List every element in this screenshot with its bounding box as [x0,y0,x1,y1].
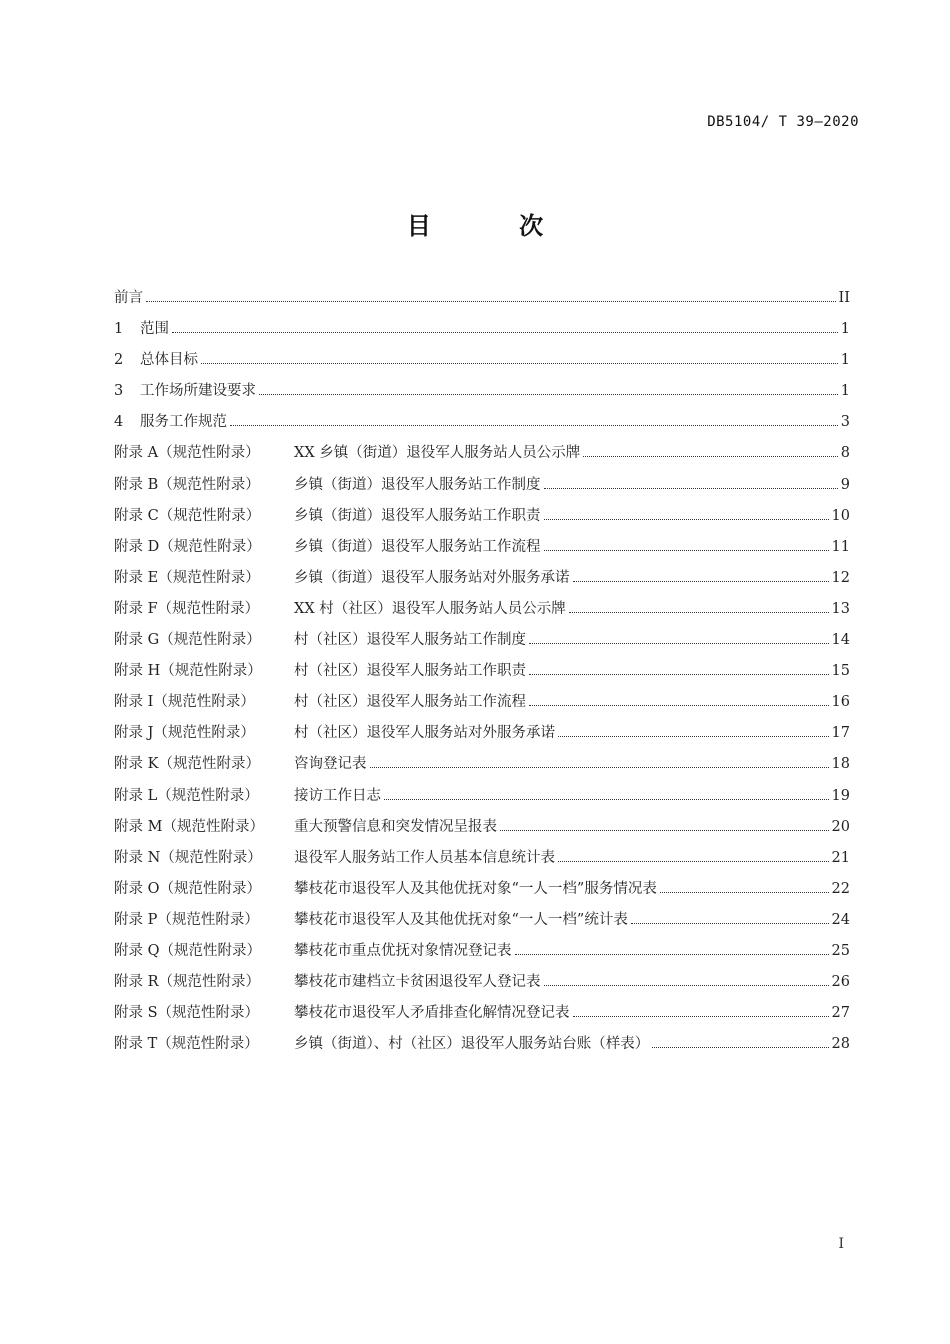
toc-annex-page: 9 [840,476,850,493]
toc-leader-dots [529,643,829,644]
toc-entry-text: 服务工作规范 [140,414,227,431]
toc-annex-page: 12 [831,569,850,586]
toc-annex-title: 村（社区）退役军人服务站工作制度 [294,632,526,649]
toc-annex-label [114,626,526,654]
toc-annex-label [114,1030,649,1058]
toc-leader-dots [558,736,829,737]
toc-annex-page: 28 [831,1036,850,1053]
toc-leader-dots [201,363,838,364]
toc-annex-entry[interactable] [114,502,850,533]
toc-annex-page: 15 [831,663,850,680]
toc-entry-text: 总体目标 [140,352,198,369]
table-of-contents [114,284,850,1061]
toc-entry[interactable] [114,315,850,346]
toc-annex-entry[interactable] [114,875,850,906]
toc-annex-label [114,750,367,778]
toc-annex-entry[interactable] [114,782,850,813]
toc-annex-title: 乡镇（街道）退役军人服务站工作制度 [294,476,541,493]
toc-entry[interactable] [114,284,850,315]
toc-entry[interactable] [114,346,850,377]
toc-annex-title: 重大预警信息和突发情况呈报表 [294,818,497,835]
toc-entry-label [114,315,169,343]
toc-annex-entry[interactable] [114,626,850,657]
toc-entry-number: 4 [114,414,124,431]
toc-annex-id: 附录 H（规范性附录） [114,663,262,680]
toc-annex-label [114,533,541,561]
toc-leader-dots [573,1016,829,1017]
toc-annex-label [114,999,570,1027]
document-code: DB5104/ T 39—2020 [707,114,859,130]
toc-annex-title: 攀枝花市重点优抚对象情况登记表 [294,942,512,959]
toc-annex-page: 22 [831,880,850,897]
toc-leader-dots [544,985,829,986]
toc-annex-page: 14 [831,632,850,649]
toc-annex-label [114,719,555,747]
toc-entry-text: 范围 [140,321,169,338]
toc-annex-label [114,937,512,965]
toc-entry-page: 1 [840,383,850,400]
toc-leader-dots [259,394,838,395]
toc-annex-title: 攀枝花市退役军人矛盾排查化解情况登记表 [294,1005,570,1022]
toc-entry-label [114,377,256,405]
toc-annex-label [114,875,657,903]
toc-entry-label [114,284,143,312]
toc-annex-label [114,657,526,685]
toc-annex-id: 附录 G（规范性附录） [114,632,261,649]
toc-annex-entry[interactable] [114,688,850,719]
toc-leader-dots [529,705,829,706]
toc-annex-page: 10 [831,507,850,524]
toc-annex-entry[interactable] [114,750,850,781]
toc-leader-dots [631,923,829,924]
toc-annex-entry[interactable] [114,844,850,875]
toc-annex-id: 附录 B（规范性附录） [114,476,260,493]
toc-annex-entry[interactable] [114,564,850,595]
toc-annex-label [114,844,555,872]
toc-entry-number: 3 [114,383,124,400]
toc-annex-label [114,471,541,499]
toc-annex-title: 退役军人服务站工作人员基本信息统计表 [294,849,555,866]
toc-annex-page: 27 [831,1005,850,1022]
toc-annex-id: 附录 A（规范性附录） [114,445,260,462]
toc-entry-number: 1 [114,321,124,338]
toc-annex-title: 乡镇（街道）退役军人服务站工作流程 [294,538,541,555]
toc-annex-label [114,813,497,841]
toc-entry-page: 3 [840,414,850,431]
toc-annex-id: 附录 M（规范性附录） [114,818,264,835]
toc-annex-page: 17 [831,725,850,742]
toc-annex-entry[interactable] [114,999,850,1030]
toc-annex-label [114,595,566,623]
toc-annex-title: 村（社区）退役军人服务站对外服务承诺 [294,725,555,742]
toc-annex-title: 乡镇（街道）退役军人服务站对外服务承诺 [294,569,570,586]
toc-annex-page: 18 [831,756,850,773]
toc-annex-label [114,564,570,592]
toc-entry-text: 工作场所建设要求 [140,383,256,400]
toc-annex-title: XX 乡镇（街道）退役军人服务站人员公示牌 [294,445,581,462]
toc-annex-page: 26 [831,974,850,991]
toc-entry[interactable] [114,408,850,439]
toc-annex-label [114,906,628,934]
toc-entry-page: 1 [840,352,850,369]
toc-leader-dots [544,550,829,551]
toc-entry-page: II [838,290,850,306]
toc-annex-label [114,502,541,530]
toc-annex-id: 附录 F（规范性附录） [114,600,260,617]
toc-annex-page: 19 [831,787,850,804]
toc-entry-text: 前言 [114,290,143,306]
toc-entry-page: 1 [840,321,850,338]
toc-leader-dots [573,581,829,582]
toc-annex-page: 25 [831,942,850,959]
toc-entry-label [114,346,198,374]
toc-annex-id: 附录 T（规范性附录） [114,1036,259,1053]
toc-annex-entry[interactable] [114,813,850,844]
toc-annex-title: XX 村（社区）退役军人服务站人员公示牌 [294,600,566,617]
toc-annex-title: 攀枝花市退役军人及其他优抚对象“一人一档”服务情况表 [294,880,657,897]
toc-entry[interactable] [114,377,850,408]
toc-annex-entry[interactable] [114,439,850,470]
toc-annex-page: 13 [831,600,850,617]
toc-annex-label [114,439,580,467]
toc-annex-page: 11 [831,538,850,555]
toc-annex-id: 附录 J（规范性附录） [114,725,255,742]
toc-annex-id: 附录 D（规范性附录） [114,538,261,555]
toc-annex-title: 攀枝花市退役军人及其他优抚对象“一人一档”统计表 [294,911,628,928]
toc-annex-label [114,782,381,810]
toc-leader-dots [529,674,829,675]
toc-leader-dots [146,301,836,302]
toc-annex-entry[interactable] [114,657,850,688]
toc-leader-dots [544,488,838,489]
toc-annex-page: 24 [831,911,850,928]
toc-annex-entry[interactable] [114,906,850,937]
toc-annex-entry[interactable] [114,471,850,502]
toc-leader-dots [384,799,829,800]
toc-annex-title: 村（社区）退役军人服务站工作职责 [294,663,526,680]
toc-leader-dots [370,767,829,768]
toc-annex-id: 附录 P（规范性附录） [114,911,259,928]
toc-leader-dots [558,861,829,862]
toc-annex-id: 附录 E（规范性附录） [114,569,260,586]
toc-leader-dots [544,519,829,520]
toc-annex-label [114,688,526,716]
toc-annex-title: 村（社区）退役军人服务站工作流程 [294,694,526,711]
toc-annex-entry[interactable] [114,1030,850,1061]
toc-title: 目 次 [406,212,584,240]
toc-annex-title: 乡镇（街道）、村（社区）退役军人服务站台账（样表） [294,1036,650,1053]
toc-annex-label [114,968,541,996]
toc-annex-entry[interactable] [114,937,850,968]
toc-annex-page: 21 [831,849,850,866]
toc-annex-id: 附录 C（规范性附录） [114,507,261,524]
toc-annex-id: 附录 R（规范性附录） [114,974,261,991]
toc-annex-id: 附录 S（规范性附录） [114,1005,260,1022]
toc-entry-label [114,408,227,436]
toc-leader-dots [569,612,829,613]
toc-annex-entry[interactable] [114,719,850,750]
toc-annex-id: 附录 O（规范性附录） [114,880,261,897]
toc-annex-title: 攀枝花市建档立卡贫困退役军人登记表 [294,974,541,991]
toc-leader-dots [230,425,838,426]
toc-leader-dots [652,1047,828,1048]
toc-annex-title: 接访工作日志 [294,787,381,804]
toc-leader-dots [172,332,838,333]
toc-entry-number: 2 [114,352,124,369]
toc-annex-id: 附录 K（规范性附录） [114,756,260,773]
toc-leader-dots [500,830,829,831]
toc-annex-id: 附录 I（规范性附录） [114,694,255,711]
toc-annex-id: 附录 Q（规范性附录） [114,942,261,959]
toc-annex-title: 乡镇（街道）退役军人服务站工作职责 [294,507,541,524]
toc-annex-page: 16 [831,694,850,711]
toc-leader-dots [515,954,829,955]
toc-annex-title: 咨询登记表 [294,756,367,773]
toc-leader-dots [583,456,838,457]
toc-annex-entry[interactable] [114,533,850,564]
toc-annex-id: 附录 L（规范性附录） [114,787,259,804]
toc-annex-page: 20 [831,818,850,835]
toc-annex-entry[interactable] [114,595,850,626]
toc-annex-page: 8 [840,445,850,462]
page-number: I [838,1236,844,1252]
toc-annex-entry[interactable] [114,968,850,999]
toc-leader-dots [660,892,829,893]
toc-annex-id: 附录 N（规范性附录） [114,849,262,866]
